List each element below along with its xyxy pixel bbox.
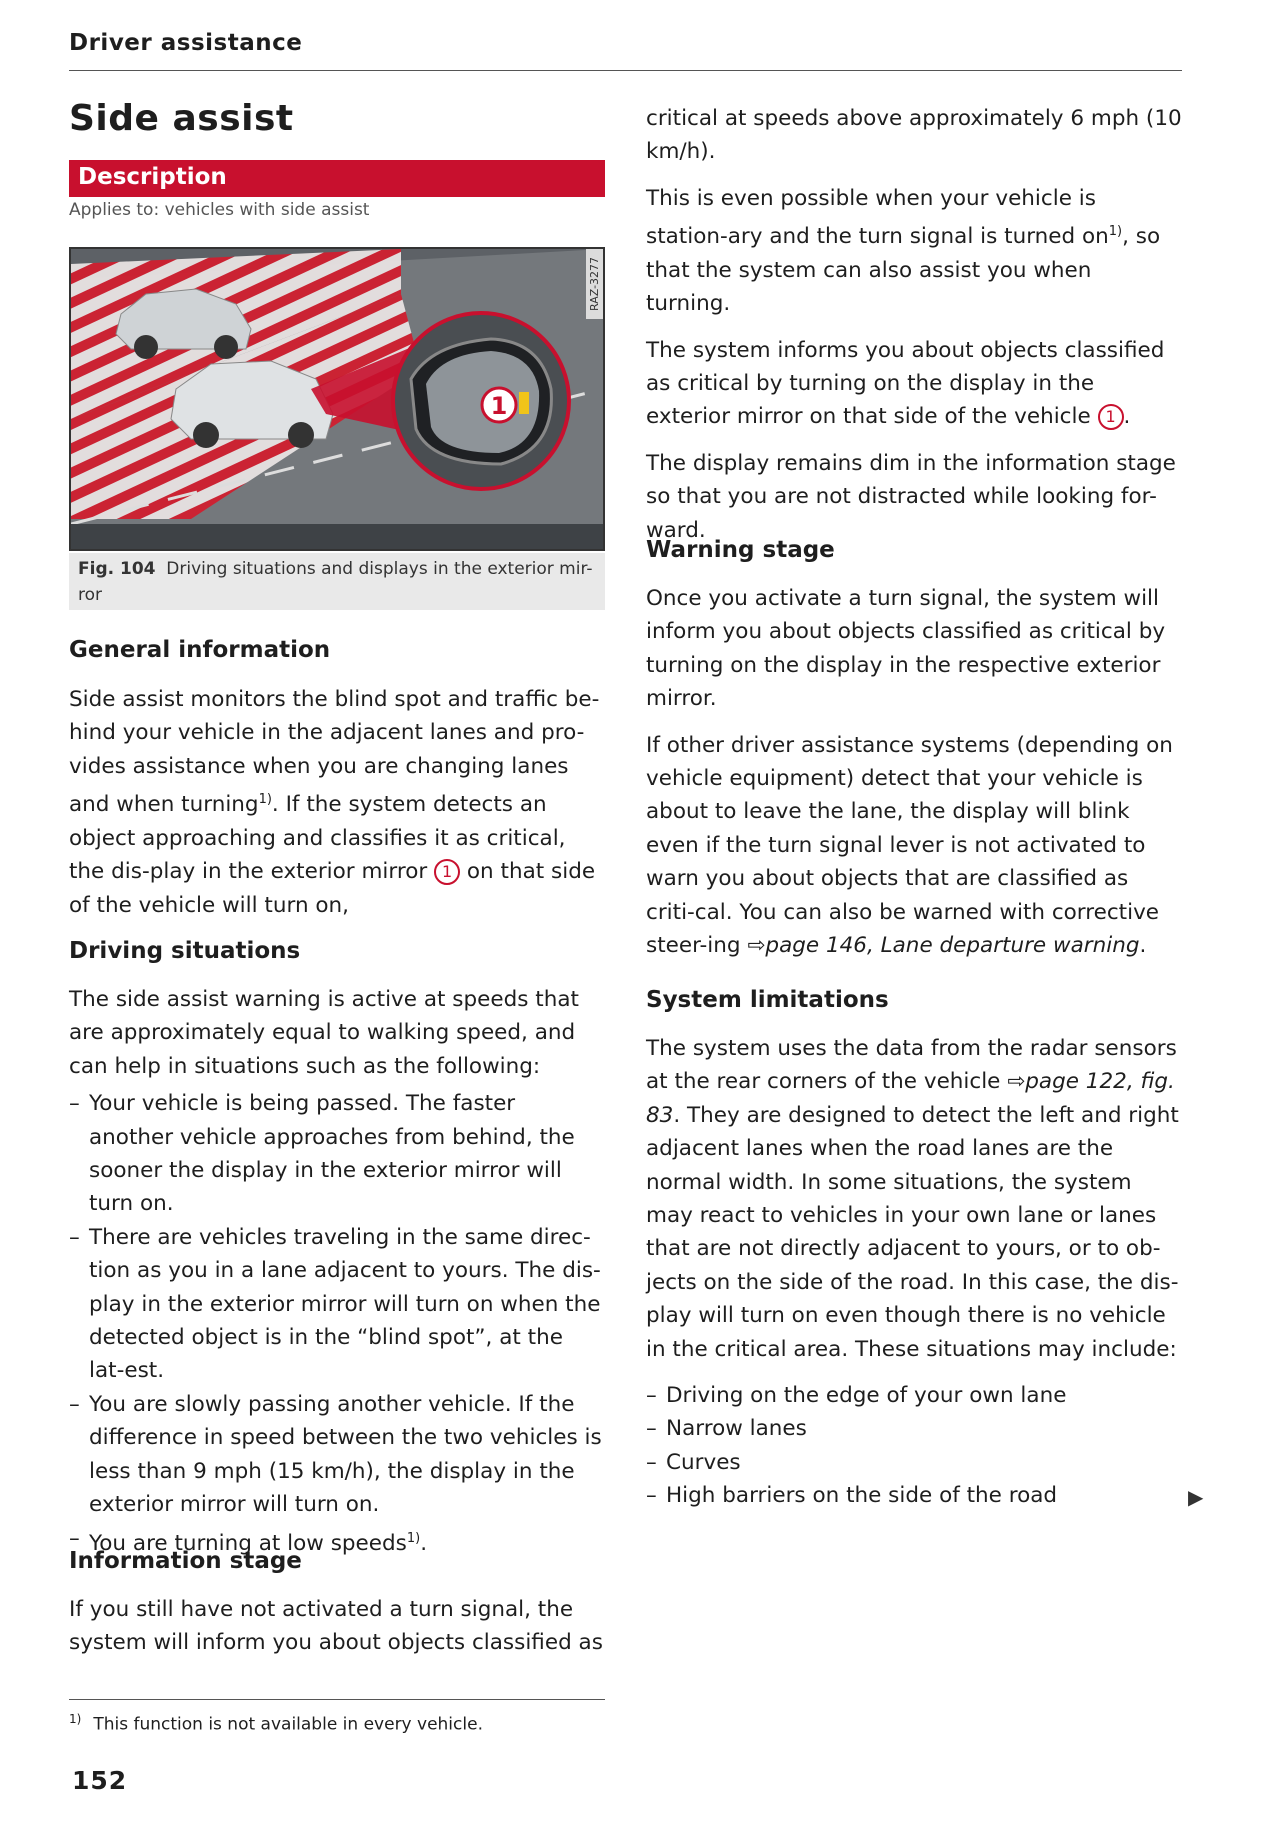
list-item: – High barriers on the side of the road (646, 1483, 1058, 1509)
list-item: – Your vehicle is being passed. The faster another vehicle approaches from behind, the sooner the display in the exterior mirror will turn on. (69, 1091, 575, 1217)
description-label: Description (78, 164, 227, 190)
list-item: – You are turning at low speeds$^{1)}$. (69, 1525, 428, 1556)
figure-caption (69, 553, 605, 610)
figure-callout: 1 (490, 392, 508, 420)
general-information-text: Side assist monitors the blind spot and traffic be-hind your vehicle in the adjacent lanes and pro-vides assistance when you are changing lanes and when turning$^{1)}$. If the system detects an object approaching and classifies it as critical, the dis-play in the exterior mirror 1 on that side of the vehicle will turn on, (69, 687, 600, 918)
page-reference-link[interactable]: ⇨page 122, fig. 83 (646, 1069, 1175, 1128)
warning-indicator-icon (519, 392, 529, 414)
information-stage-text: If you still have not activated a turn signal, the system will inform you about objects classified as (69, 1597, 603, 1656)
warning-stage-heading: Warning stage (646, 537, 835, 563)
list-item: – You are slowly passing another vehicle. If the difference in speed between the two vehicles is less than 9 mph (15 km/h), the display in the exterior mirror will turn on. (69, 1391, 602, 1518)
information-stage-heading: Information stage (69, 1548, 302, 1574)
description-bar (69, 160, 605, 197)
side-assist-diagram (71, 249, 603, 549)
caption-label: Fig. 104 (78, 559, 156, 579)
general-information-heading: General information (69, 637, 331, 663)
figure-illustration (69, 247, 605, 551)
system-limitations-text: The system uses the data from the radar sensors at the rear corners of the vehicle ⇨page 122, fig. 83. They are designed to detect the left and right adjacent lanes when the road lanes are the normal width. In some situations, the system may react to vehicles in your own lane or lanes that are not directly adjacent to yours, or to ob-jects on the side of the road. In this case, the dis-play will turn on even though there is no vehicle in the critical area. These situations may include: – Driving on the edge of your own lane – Narrow lanes – Curves – High barriers on the side of the road (646, 1032, 1182, 1513)
warning-stage-text: Once you activate a turn signal, the system will inform you about objects classified as critical by turning on the display in the respective exterior mirror. If other driver assistance systems (depending on vehicle equipment) detect that your vehicle is about to leave the lane, the display will blink even if the turn signal lever is not activated to warn you about objects that are classified as criti-cal. You can also be warned with corrective steer-ing ⇨page 146, Lane departure warning. (646, 586, 1173, 959)
driving-situations-text: The side assist warning is active at speeds that are approximately equal to walking speed, and can help in situations such as the following: – Your vehicle is being passed. The faster another vehicle approaches from behind, the sooner the display in the exterior mirror will turn on. – There are vehicles traveling in the same direc-tion as you in a lane adjacent to yours. The dis-play in the exterior mirror will turn on when the detected object is in the “blind spot”, at the lat-est. – You are slowly passing another vehicle. If the difference in speed between the two vehicles is less than 9 mph (15 km/h), the display in the exterior mirror will turn on. – You are turning at low speeds$^{1)}$. (69, 983, 605, 1560)
applies-to: Applies to: vehicles with side assist (69, 200, 370, 220)
caption-text: Driving situations and displays in the exterior mir-ror (78, 559, 593, 605)
callout-1-icon: 1 (434, 859, 460, 885)
page-reference-link[interactable]: ⇨page 146, Lane departure warning (747, 933, 1140, 959)
list-item: – Curves (646, 1449, 741, 1475)
list-item: – Driving on the edge of your own lane (646, 1383, 1067, 1409)
footnote-text: This function is not available in every vehicle. (93, 1714, 483, 1735)
footnote-mark: 1) (69, 1712, 82, 1726)
footnote-divider (69, 1699, 605, 1700)
page-number: 152 (72, 1766, 128, 1795)
continue-arrow-icon: ▶ (1188, 1485, 1204, 1509)
figure-code: RAZ-3277 (588, 256, 601, 311)
callout-1-icon: 1 (1098, 404, 1124, 430)
list-item: – Narrow lanes (646, 1416, 807, 1442)
right-column-intro: critical at speeds above approximately 6 mph (10 km/h). This is even possible when your vehicle is station-ary and the turn signal is turned $on^{1)}$, so that the system can also assist you when turning. The system informs you about objects classified as critical by turning on the display in the exterior mirror on that side of the vehicle 1 . The display remains dim in the information stage so that you are not distracted while looking for-ward. (646, 106, 1182, 543)
driving-situations-heading: Driving situations (69, 938, 301, 964)
running-header (69, 30, 1182, 71)
section-title: Driver assistance (69, 30, 303, 56)
page-title: Side assist (69, 98, 294, 139)
footnote (69, 1712, 483, 1735)
list-item: – There are vehicles traveling in the same direc-tion as you in a lane adjacent to yours. The dis-play in the exterior mirror will turn on when the detected object is in the “blind spot”, at the lat-est. (69, 1224, 601, 1384)
system-limitations-heading: System limitations (646, 987, 889, 1013)
